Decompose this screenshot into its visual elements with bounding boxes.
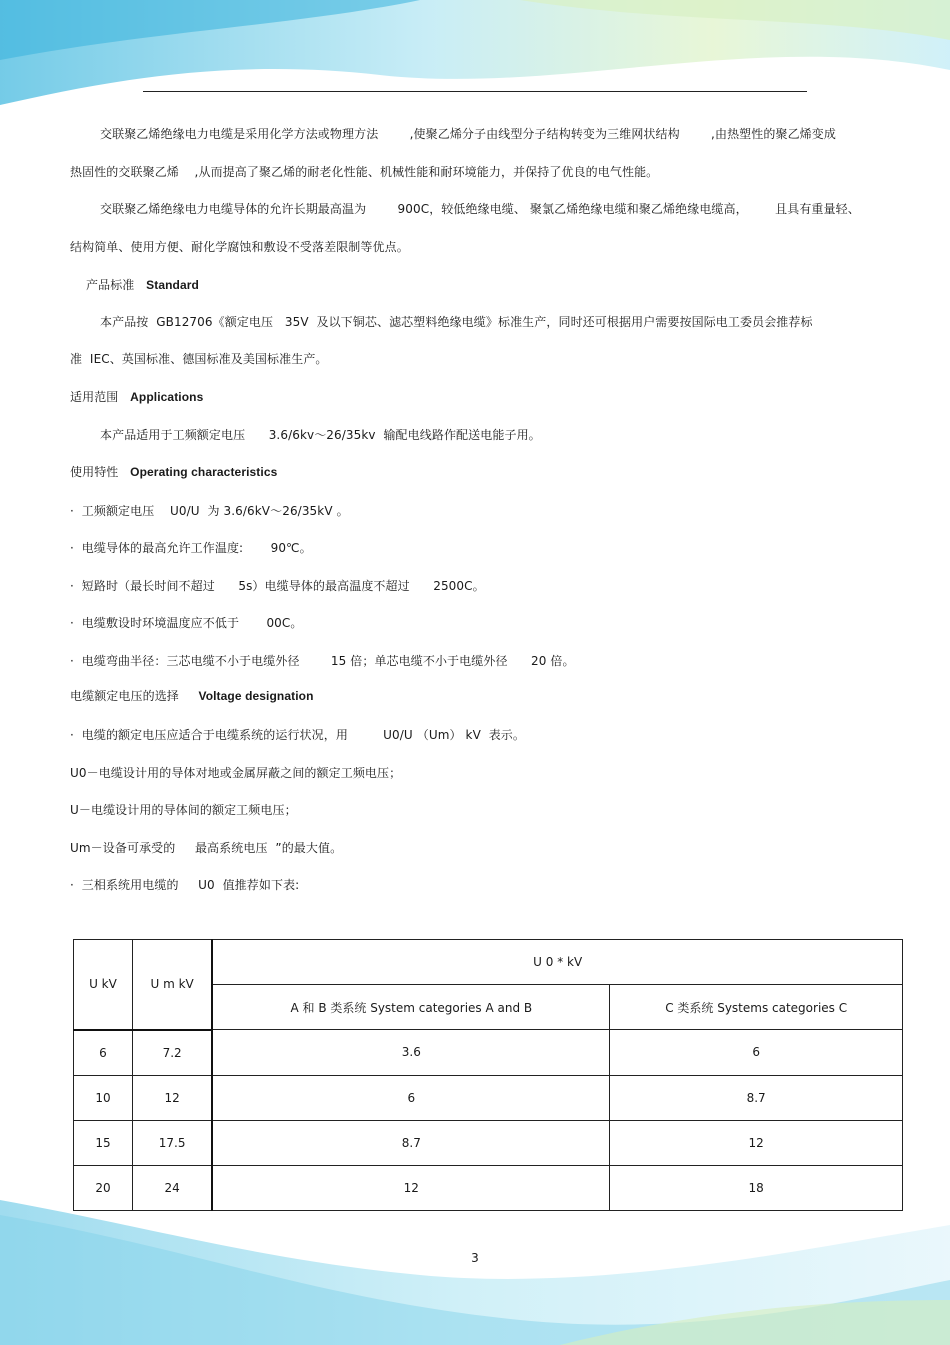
cell: 8.7 [212,1120,609,1165]
paragraph-line: 本产品按 GB12706《额定电压 35V 及以下铜芯、滤芯塑料绝缘电缆》标准生产，同时还可根据用户需要按国际电工委员会推荐标 [100,315,813,329]
cell: 3.6 [212,1030,609,1076]
bullet-item: · 三相系统用电缆的 U0 值推荐如下表: [70,878,300,892]
paragraph-line: 本产品适用于工频额定电压 3.6/6kv～26/35kv 输配电线路作配送电能子用。 [100,428,541,442]
paragraph-line: 热固性的交联聚乙烯 ,从而提高了聚乙烯的耐老化性能、机械性能和耐环境能力，并保持了优良的电气性能。 [70,165,659,179]
paragraph-line: 交联聚乙烯绝缘电力电缆是采用化学方法或物理方法 ,使聚乙烯分子由线型分子结构转变为三维网状结构 ,由热塑性的聚乙烯变成 [100,127,836,141]
cell: 20 [74,1165,133,1210]
heading-en: Operating characteristics [130,465,278,479]
table-header-row [74,940,903,985]
definition-line: U0－电缆设计用的导体对地或金属屏蔽之间的额定工频电压； [70,766,402,780]
header-rule [143,91,807,92]
heading-en: Standard [146,278,199,292]
cell: 10 [74,1075,133,1120]
cell: 12 [610,1120,903,1165]
cell: 7.2 [132,1030,212,1076]
definition-line: U－电缆设计用的导体间的额定工频电压； [70,803,297,817]
cell: 24 [132,1165,212,1210]
page-number: 3 [471,1251,479,1265]
cell: 15 [74,1120,133,1165]
bullet-item: · 工频额定电压 U0/U 为 3.6/6kV～26/35kV 。 [70,504,349,518]
heading-cn: 适用范围 [70,390,119,404]
bullet-item: · 电缆导体的最高允许工作温度: 90℃。 [70,541,312,555]
header-categories-c: C 类系统 Systems categories C [610,985,903,1030]
heading-en: Voltage designation [198,689,314,703]
heading-en: Applications [130,390,204,404]
heading-cn: 产品标准 [86,278,135,292]
bullet-item: · 电缆的额定电压应适合于电缆系统的运行状况，用 U0/U （Um） kV 表示。 [70,728,526,742]
cell: 6 [74,1030,133,1076]
cell: 18 [610,1165,903,1210]
section-heading-applications [70,389,203,405]
cell: 12 [132,1075,212,1120]
header-categories-ab: A 和 B 类系统 System categories A and B [212,985,609,1030]
paragraph-line: 准 IEC、英国标准、德国标准及美国标准生产。 [70,352,328,366]
bullet-item: · 短路时（最长时间不超过 5s）电缆导体的最高温度不超过 2500C。 [70,579,485,593]
voltage-table [73,939,903,1211]
header-um: U m kV [132,940,212,1030]
bullet-item: · 电缆弯曲半径：三芯电缆不小于电缆外径 15 倍；单芯电缆不小于电缆外径 20 倍。 [70,654,575,668]
table-row [74,1030,903,1076]
paragraph-line: 交联聚乙烯绝缘电力电缆导体的允许长期最高温为 900C，较低绝缘电缆、 聚氯乙烯绝缘电缆和聚乙烯绝缘电缆高， 且具有重量轻、 [100,202,860,216]
section-heading-voltage [70,688,314,704]
cell: 12 [212,1165,609,1210]
table-row [74,1075,903,1120]
cell: 17.5 [132,1120,212,1165]
paragraph-line: 结构简单、使用方便、耐化学腐蚀和敷设不受落差限制等优点。 [70,240,409,254]
table-row [74,1120,903,1165]
bullet-item: · 电缆敷设时环境温度应不低于 00C。 [70,616,303,630]
definition-line: Um－设备可承受的 最高系统电压 ”的最大值。 [70,841,343,855]
heading-cn: 使用特性 [70,465,119,479]
heading-cn: 电缆额定电压的选择 [70,689,179,703]
section-heading-standard [86,277,199,293]
cell: 6 [212,1075,609,1120]
section-heading-operating [70,464,277,480]
header-u0: U 0 * kV [212,940,902,985]
table-row [74,1165,903,1210]
header-u: U kV [74,940,133,1030]
cell: 6 [610,1030,903,1076]
cell: 8.7 [610,1075,903,1120]
